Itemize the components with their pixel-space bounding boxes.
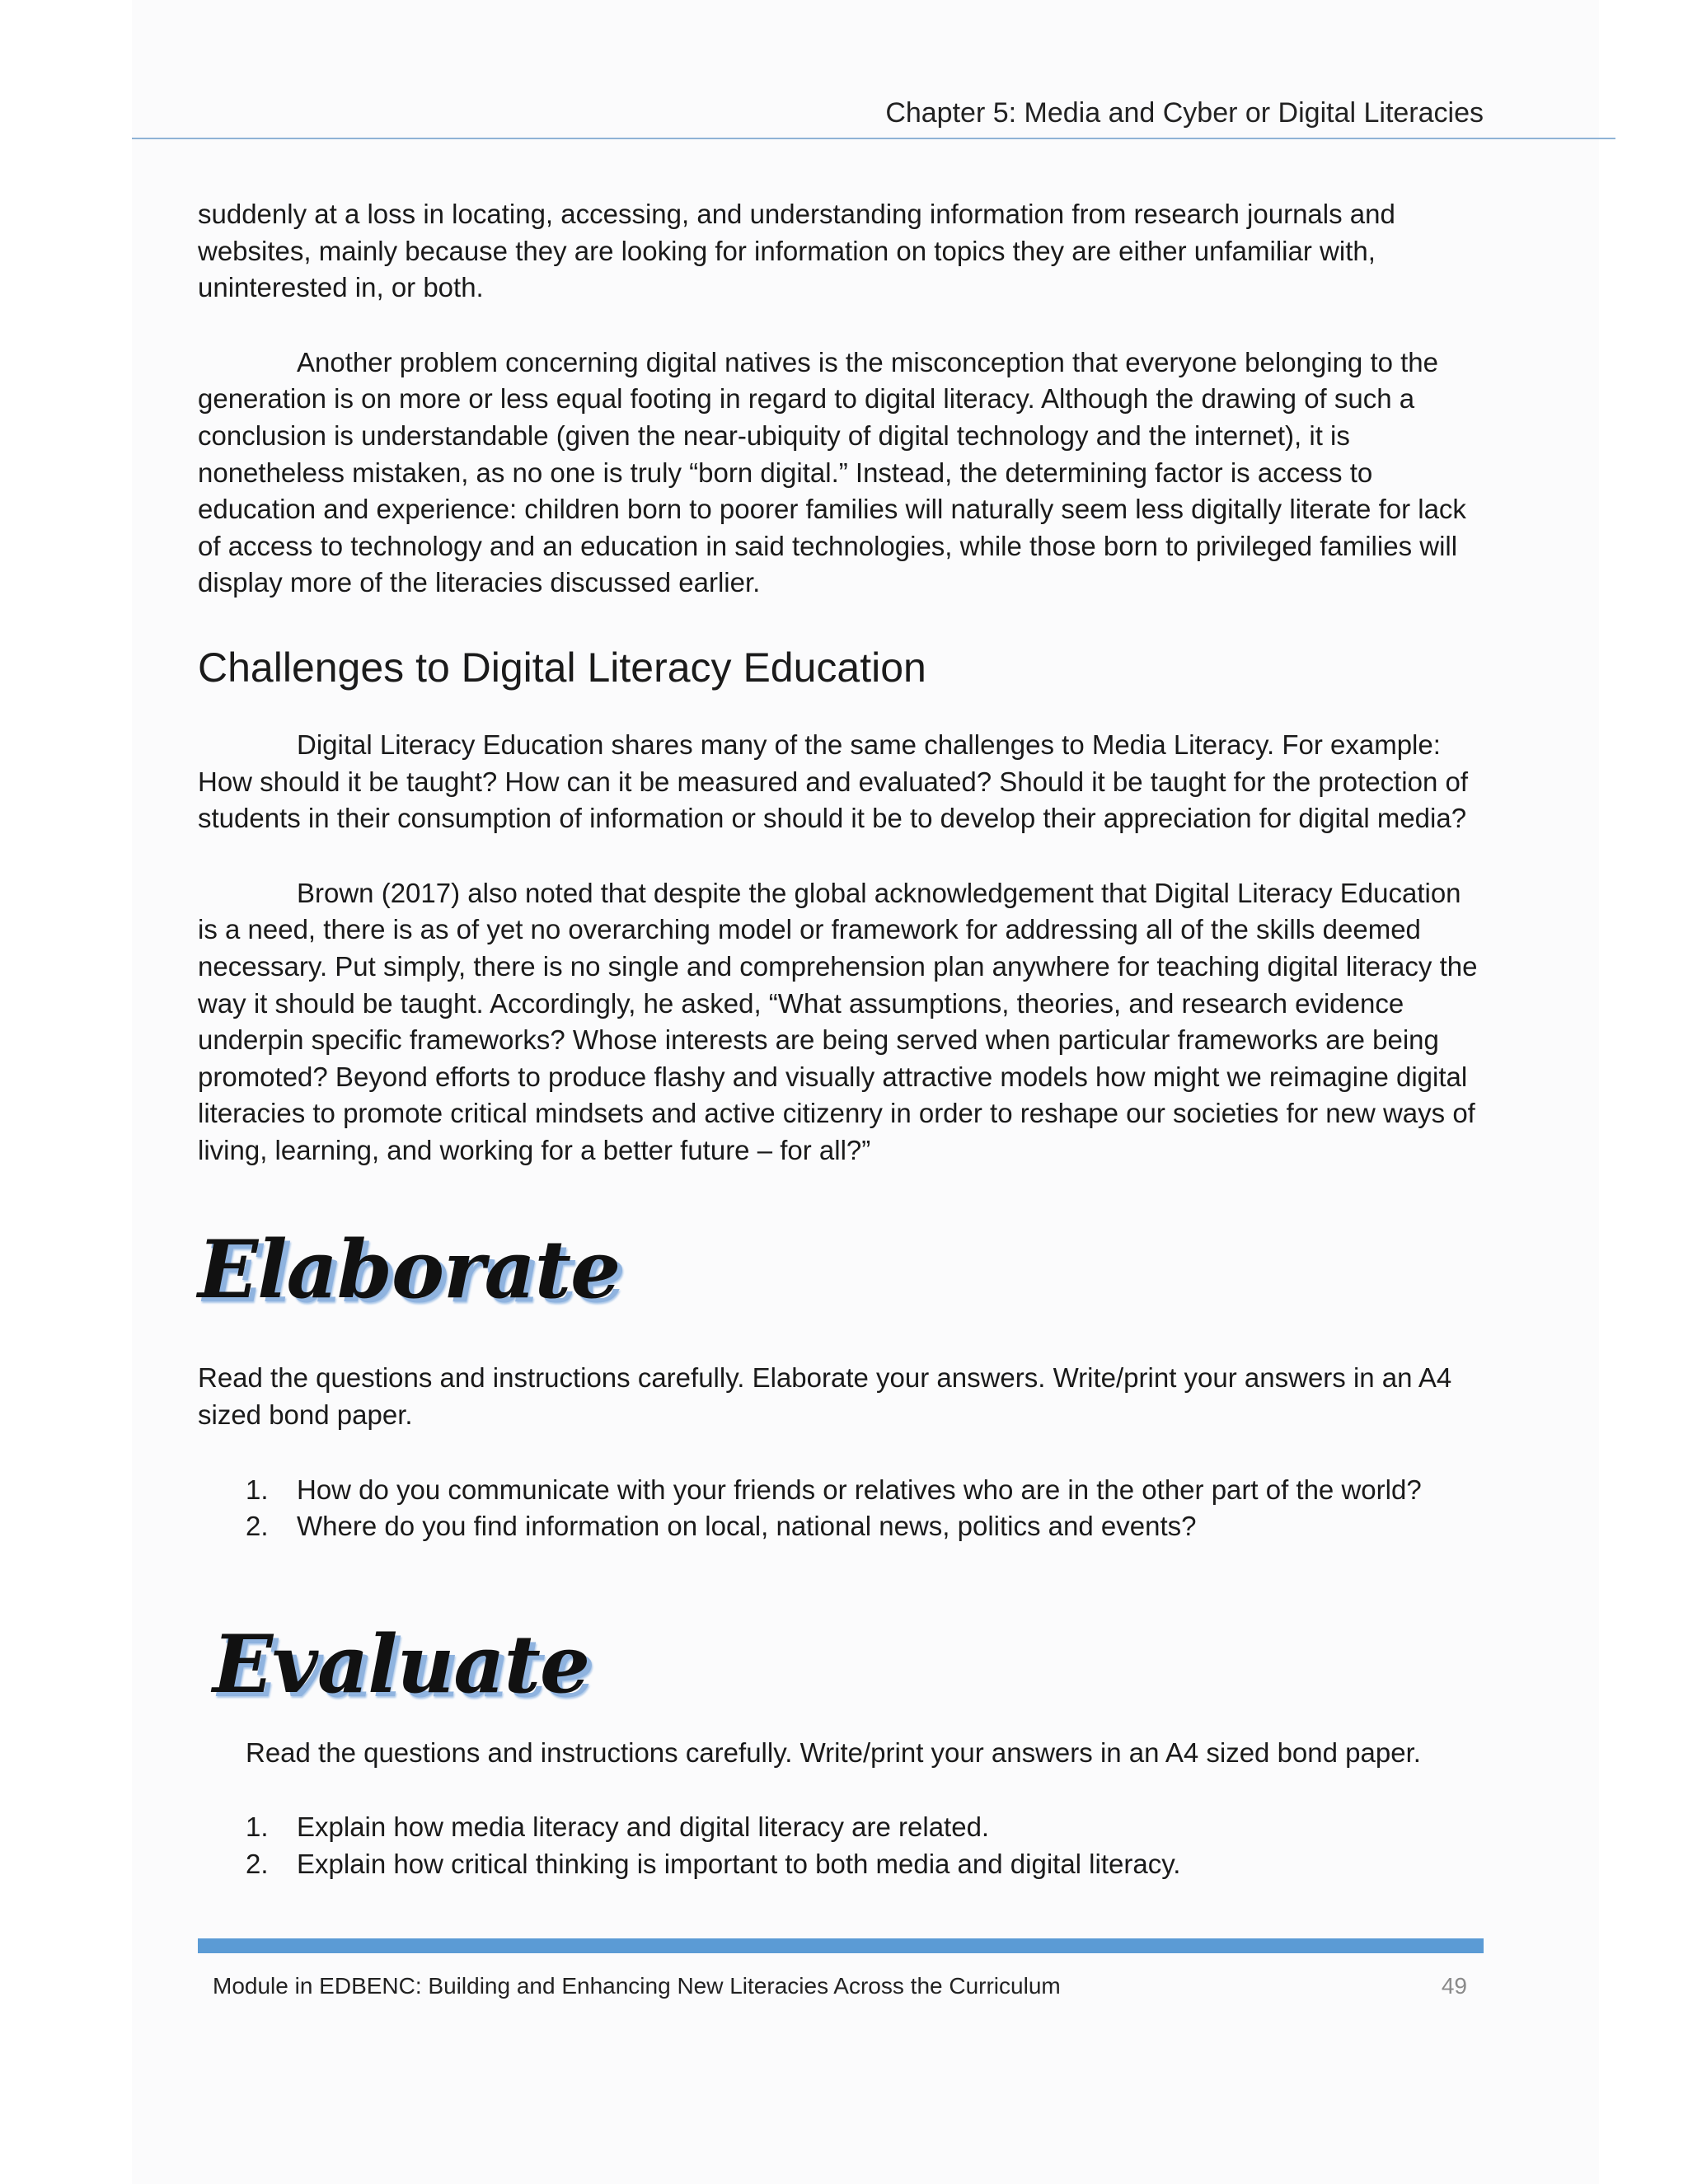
- list-item: 2. Where do you find information on local, national news, politics and events?: [246, 1511, 1197, 1542]
- paragraph-brown: Brown (2017) also noted that despite the global acknowledgement that Digital Literacy Education is a need, there is as of yet no overarching model or framework for addressing all of the skills deemed necessary. Put simply, there is no single and comprehension plan anywhere for teaching digital literacy the way it should be taught. Accordingly, he asked, “What assumptions, theories, and research evidence underpin specific frameworks? Whose interests are being served when particular frameworks are being promoted? Beyond efforts to produce flashy and visually attractive models how might we reimagine digital literacies to promote critical mindsets and active citizenry in order to reshape our societies for new ways of living, learning, and working for a better future – for all?”: [198, 877, 1478, 1165]
- paragraph-challenges: Digital Literacy Education shares many of the same challenges to Media Literacy. For example: How should it be taught? How can it be measured and evaluated? Should it be taught for the protection of students in their consumption of information or should it be to develop their appreciation for digital media?: [198, 729, 1469, 834]
- page-number: 49: [1441, 1973, 1467, 1999]
- paragraph-continued: suddenly at a loss in locating, accessing, and understanding information from research journals and websites, mainly because they are looking for information on topics they are either unfamiliar with, uninterested in, or both.: [198, 199, 1395, 303]
- chapter-header: Chapter 5: Media and Cyber or Digital Literacies: [885, 97, 1484, 129]
- elaborate-banner: [198, 1225, 1484, 1340]
- footer-module-title: Module in EDBENC: Building and Enhancing New Literacies Across the Curriculum: [213, 1973, 1061, 1999]
- elaborate-title: Elaborate: [198, 1223, 621, 1317]
- page-content: [198, 196, 1484, 1883]
- elaborate-instructions: Read the questions and instructions carefully. Elaborate your answers. Write/print your answers in an A4 sized bond paper.: [198, 1362, 1452, 1431]
- elaborate-question-list: [198, 1472, 1484, 1545]
- section-heading: Challenges to Digital Literacy Education: [198, 644, 926, 691]
- list-item: 2. Explain how critical thinking is important to both media and digital literacy.: [246, 1849, 1181, 1880]
- header-divider: [132, 138, 1615, 139]
- evaluate-title: Evaluate: [213, 1617, 590, 1711]
- evaluate-question-list: [198, 1809, 1484, 1882]
- evaluate-banner: [213, 1619, 1484, 1718]
- footer-accent-bar: [198, 1938, 1484, 1953]
- list-item: 1. Explain how media literacy and digital literacy are related.: [246, 1811, 990, 1843]
- paragraph-digital-natives: Another problem concerning digital natives is the misconception that everyone belonging to the generation is on more or less equal footing in regard to digital literacy. Although the drawing of such a conclusion is understandable (given the near-ubiquity of digital technology and the internet), it is nonetheless mistaken, as no one is truly “born digital.” Instead, the determining factor is access to education and experience: children born to poorer families will naturally seem less digitally literate for lack of access to technology and an education in said technologies, while those born to privileged families will display more of the literacies discussed earlier.: [198, 346, 1466, 598]
- evaluate-instructions: Read the questions and instructions carefully. Write/print your answers in an A4 sized bond paper.: [246, 1736, 1421, 1768]
- list-item: 1. How do you communicate with your friends or relatives who are in the other part of the world?: [246, 1474, 1422, 1505]
